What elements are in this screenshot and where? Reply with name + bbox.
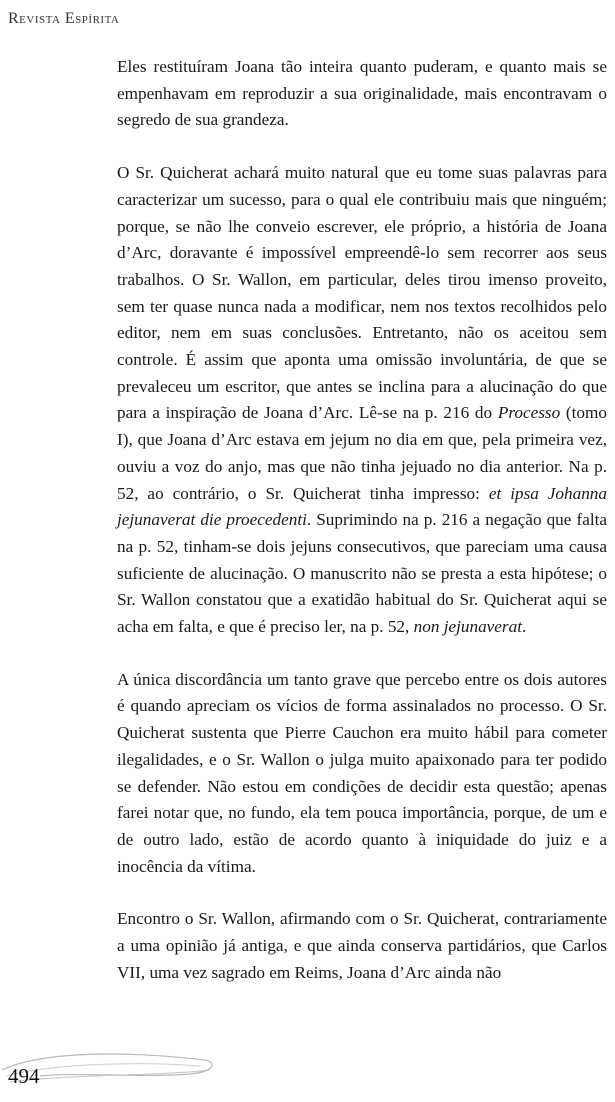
paragraph-3: A única discordância um tanto grave que percebo entre os dois autores é quando apreciam os vícios de forma assinalados no processo. O Sr. Quicherat sustenta que Pierre Cauchon era muito hábil para cometer ilegalidades, e o Sr. Wallon o julga muito apaixonado para ter podido se defender. Não estou em condições de decidir esta questão; apenas farei notar que, no fundo, ela tem pouca importância, porque, de um e de outro lado, estão de acordo quanto à iniquidade do juiz e a inocência da vítima.	[117, 669, 607, 876]
paragraph-2	[117, 160, 607, 641]
paragraph-2-text-1: O Sr. Quicherat achará muito natural que eu tome suas palavras para caracterizar um sucesso, para o qual ele contribuiu mais que ninguém; porque, se não lhe conveio escrever, ele próprio, a história de Joana d’Arc, doravante é impossível empreendê-lo sem recorrer aos seus trabalhos. O Sr. Wallon, em particular, deles tirou imenso proveito, sem ter quase nunca nada a modificar, nem nos textos recolhidos pelo editor, nem em suas conclusões. Entretanto, não os aceitou sem controle. É assim que aponta uma omissão involuntária, de que se prevaleceu um escritor, que antes se inclina para a alucinação do que para a inspiração de Joana d’Arc. Lê-se na p. 216 do	[117, 163, 607, 423]
paragraph-1: Eles restituíram Joana tão inteira quanto puderam, e quanto mais se empenhavam em reproduzir a sua originalidade, mais encontravam o segredo de sua grandeza.	[117, 57, 607, 130]
paragraph-2-text-2: (tomo I), que Joana d’Arc estava em jejum no dia em que, pela primeira vez, ouviu a voz do anjo, mas que não tinha jejuado no dia anterior. Na p. 52, ao contrário, o Sr. Quicherat tinha impresso:	[117, 403, 607, 503]
latin-quote: et ipsa Johanna jejunaverat die proecedenti	[117, 483, 607, 530]
paragraph-4: Encontro o Sr. Wallon, afirmando com o Sr. Quicherat, contrariamente a uma opinião já antiga, e que ainda conserva partidários, que Carlos VII, uma vez sagrado em Reims, Joana d’Arc ainda não	[117, 909, 607, 982]
paragraph-2-text-4: .	[521, 617, 527, 637]
page-number: 494	[8, 1064, 40, 1088]
latin-correction: non jejunaverat	[413, 617, 522, 637]
paragraph-2-text-3: . Suprimindo na p. 216 a negação que falta na p. 52, tinham-se dois jejuns consecutivos, que pareciam uma causa suficiente de alucinação. O manuscrito não se presta a esta hipótese; o Sr. Wallon constatou que a exatidão habitual do Sr. Quicherat aqui se acha em falta, e que é preciso ler, na p. 52,	[117, 510, 607, 637]
italic-processo: Processo	[497, 403, 561, 423]
page-body	[117, 54, 607, 1013]
running-head: Revista Espírita	[8, 10, 120, 27]
